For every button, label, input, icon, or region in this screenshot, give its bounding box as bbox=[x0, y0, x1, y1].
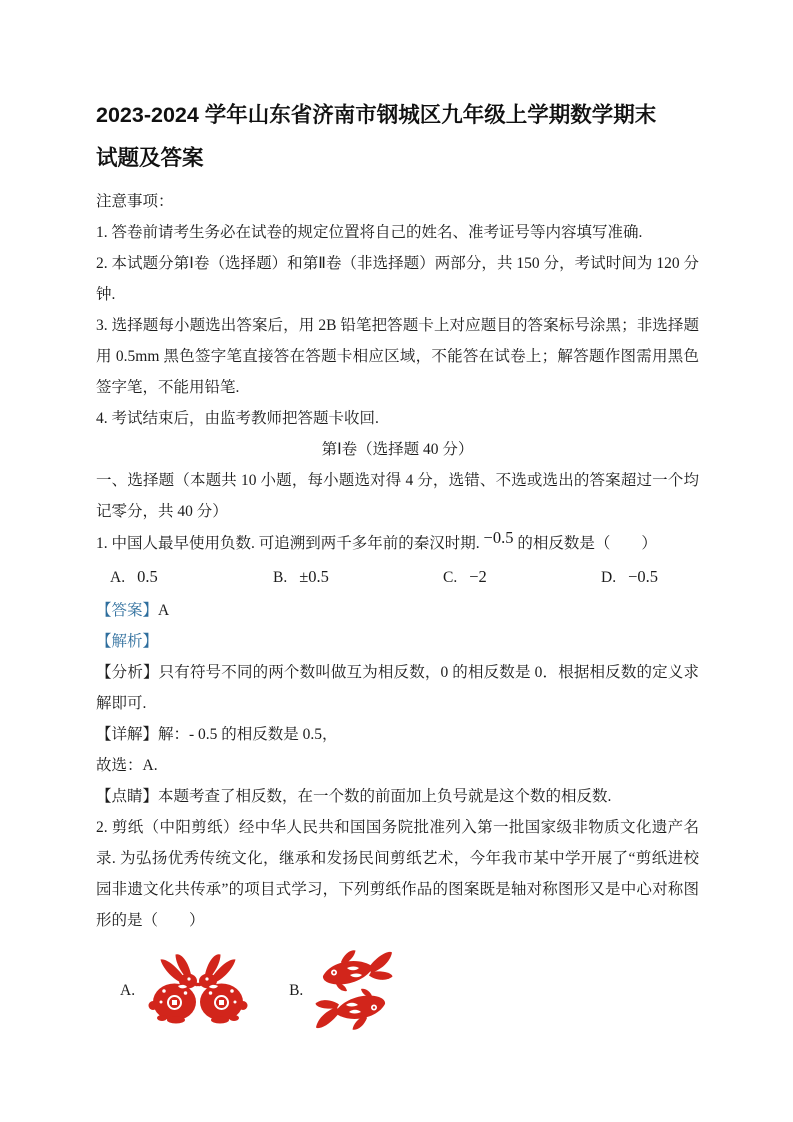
doc-title-line2: 试题及答案 bbox=[96, 146, 204, 170]
fish-paper-cut-image bbox=[315, 944, 393, 1036]
notice-item-2: 2. 本试题分第Ⅰ卷（选择题）和第Ⅱ卷（非选择题）两部分，共 150 分，考试时间为 120 分钟. bbox=[96, 255, 699, 303]
notice-heading: 注意事项： bbox=[96, 193, 174, 210]
q2-stem: 2. 剪纸（中阳剪纸）经中华人民共和国国务院批准列入第一批国家级非物质文化遗产名录. 为弘扬优秀传统文化，继承和发扬民间剪纸艺术，今年我市某中学开展了“剪纸进校园非遗文化共传承”的项目式学习，下列剪纸作品的图案既是轴对称图形又是中心对称图形的是（ ） bbox=[96, 819, 699, 929]
q1-answer-value: A bbox=[158, 602, 170, 619]
section1-heading: 第Ⅰ卷（选择题 40 分） bbox=[321, 441, 474, 458]
q1-fenxi: 【分析】只有符号不同的两个数叫做互为相反数，0 的相反数是 0．根据相反数的定义求解即可. bbox=[96, 664, 699, 712]
q1-option-c bbox=[443, 561, 601, 593]
q1-jiexi-line bbox=[96, 626, 699, 657]
q1-guxuan: 故选：A. bbox=[96, 757, 158, 774]
q1-option-a bbox=[110, 561, 273, 593]
q2-option-a-label: A. bbox=[120, 981, 136, 999]
q1-option-b bbox=[273, 561, 443, 593]
q1-option-d bbox=[601, 561, 699, 593]
q1-stem bbox=[96, 527, 699, 559]
q2-figures-row bbox=[96, 944, 699, 1036]
notice-item-3: 3. 选择题每小题选出答案后，用 2B 铅笔把答题卡上对应题目的答案标号涂黑；非选择题用 0.5mm 黑色签字笔直接答在答题卡相应区域，不能答在试卷上；解答题作图需用黑色签字笔，不能用铅笔. bbox=[96, 317, 699, 396]
q1-option-c-label: C. bbox=[443, 569, 458, 586]
q1-stem-text-after: 的相反数是（ ） bbox=[513, 535, 657, 552]
q2-option-b-label: B. bbox=[289, 981, 304, 999]
notice-item-4: 4. 考试结束后，由监考教师把答题卡收回. bbox=[96, 410, 379, 427]
q1-option-b-label: B. bbox=[273, 569, 288, 586]
notice-item-1: 1. 答卷前请考生务必在试卷的规定位置将自己的姓名、准考证号等内容填写准确. bbox=[96, 224, 643, 241]
q1-jiexi-label: 【解析】 bbox=[96, 633, 159, 650]
q1-options-row bbox=[96, 561, 699, 593]
doc-title bbox=[96, 94, 699, 180]
q1-stem-text-before: 1. 中国人最早使用负数. 可追溯到两千多年前的秦汉时期. bbox=[96, 535, 484, 552]
q1-option-d-label: D. bbox=[601, 569, 617, 586]
rabbit-paper-cut-image bbox=[147, 954, 249, 1026]
q1-answer-label: 【答案】 bbox=[96, 602, 159, 619]
q1-option-d-value: −0.5 bbox=[628, 567, 659, 586]
q1-option-b-value: ±0.5 bbox=[299, 567, 329, 586]
q1-option-a-label: A. bbox=[110, 569, 126, 586]
q1-dianjing: 【点睛】本题考查了相反数，在一个数的前面加上负号就是这个数的相反数. bbox=[96, 788, 612, 805]
section1-intro: 一、选择题（本题共 10 小题，每小题选对得 4 分，选错、不选或选出的答案超过一个均记零分，共 40 分） bbox=[96, 472, 699, 520]
doc-title-line1: 2023-2024 学年山东省济南市钢城区九年级上学期数学期末 bbox=[96, 103, 657, 127]
q1-stem-math: −0.5 bbox=[483, 528, 514, 547]
q1-option-c-value: −2 bbox=[469, 567, 487, 586]
q1-option-a-value: 0.5 bbox=[137, 567, 158, 586]
q1-answer-line bbox=[96, 595, 699, 626]
q1-xiangjie: 【详解】解：- 0.5 的相反数是 0.5， bbox=[96, 726, 338, 743]
